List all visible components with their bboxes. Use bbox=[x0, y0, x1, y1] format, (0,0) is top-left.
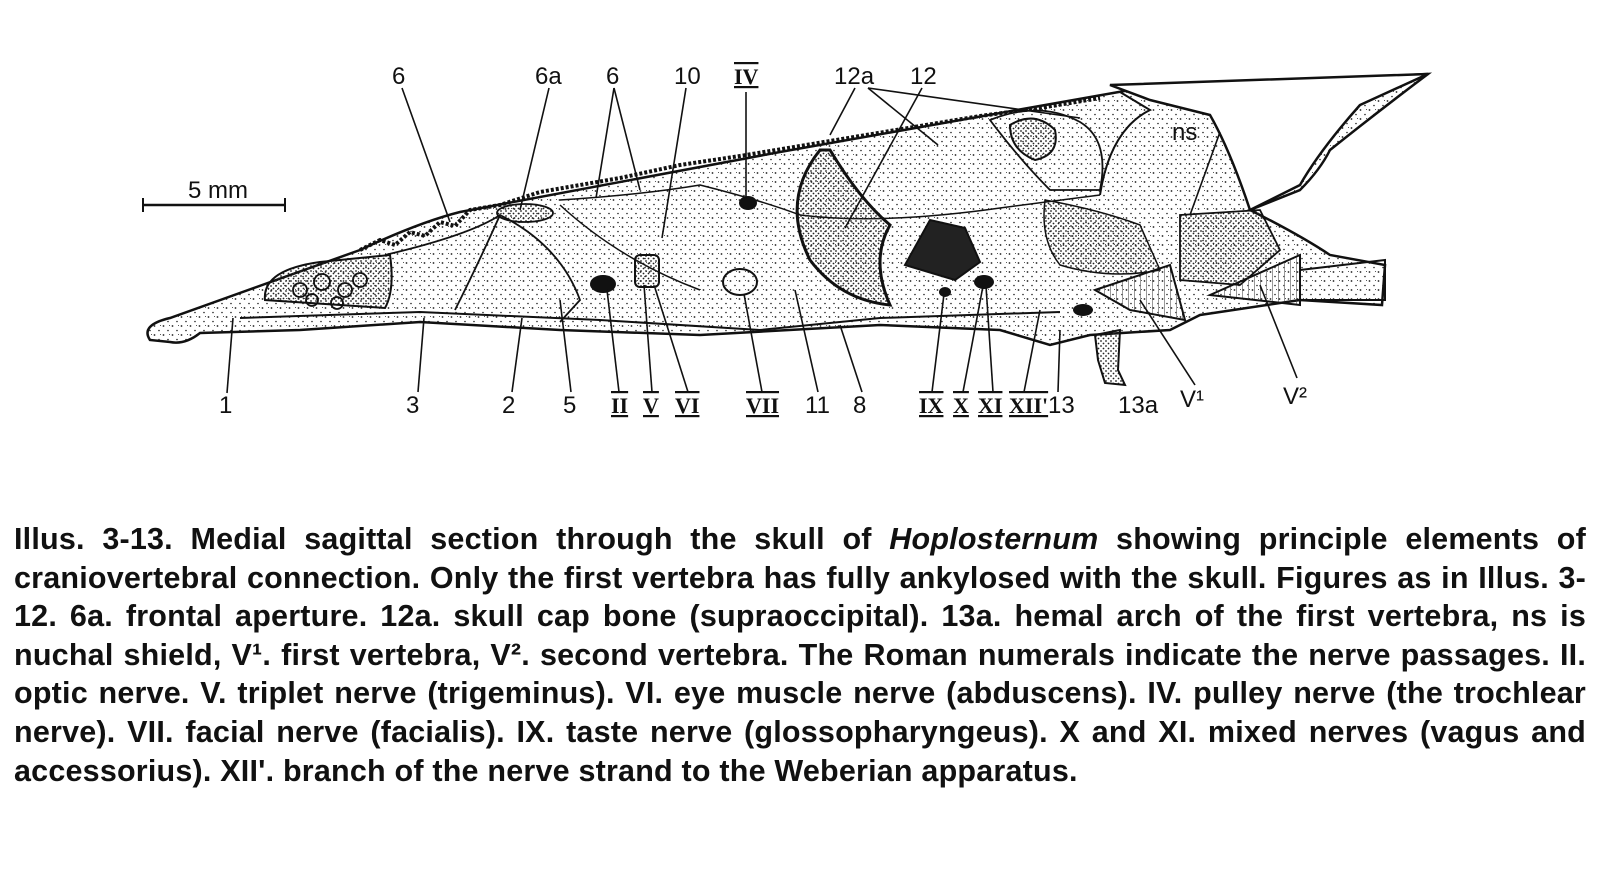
label-XII-prime: XII' bbox=[1009, 393, 1049, 418]
label-3: 3 bbox=[406, 392, 420, 419]
label-V1: V¹ bbox=[1180, 386, 1204, 413]
caption-lead: Illus. 3-13. Medial sagittal section through the skull of bbox=[14, 522, 890, 556]
figure-caption bbox=[14, 520, 1586, 790]
label-VII: VII bbox=[746, 393, 780, 418]
label-V: V bbox=[643, 393, 659, 418]
caption-body: showing principle elements of craniovertebral connection. Only the first vertebra has fully ankylosed with the skull. Figures as in Illus. 3-12. 6a. frontal aperture. 12a. skull cap bone (supraoccipital). 13a. hemal arch of the first vertebra, ns is nuchal shield, V¹. first vertebra, V². second vertebra. The Roman numerals indicate the nerve passages. II. optic nerve. V. triplet nerve (trigeminus). VI. eye muscle nerve (abduscens). IV. pulley nerve (the trochlear nerve). VII. facial nerve (facialis). IX. taste nerve (glossopharyngeus). X and XI. mixed nerves (vagus and accessorius). XII'. branch of the nerve strand to the Weberian apparatus. bbox=[14, 522, 1586, 788]
label-6-left: 6 bbox=[392, 63, 406, 90]
scale-bar bbox=[143, 177, 285, 212]
label-X: X bbox=[953, 393, 969, 418]
skull-outline bbox=[148, 74, 1429, 385]
label-2: 2 bbox=[502, 392, 516, 419]
label-V2: V² bbox=[1283, 383, 1307, 410]
label-IX: IX bbox=[919, 393, 944, 418]
label-8: 8 bbox=[853, 392, 867, 419]
bottom-labels bbox=[219, 383, 1307, 419]
label-6: 6 bbox=[606, 63, 620, 90]
label-6a: 6a bbox=[535, 63, 562, 90]
label-1: 1 bbox=[219, 392, 233, 419]
label-5: 5 bbox=[563, 392, 577, 419]
label-ns: ns bbox=[1172, 119, 1198, 146]
label-13: 13 bbox=[1048, 392, 1075, 419]
label-12: 12 bbox=[910, 63, 937, 90]
label-12a: 12a bbox=[834, 63, 875, 90]
label-XI: XI bbox=[978, 393, 1003, 418]
label-11: 11 bbox=[805, 392, 830, 419]
label-IV: IV bbox=[734, 64, 759, 89]
label-10: 10 bbox=[674, 63, 701, 90]
label-VI: VI bbox=[675, 393, 700, 418]
caption-genus: Hoplosternum bbox=[889, 522, 1099, 556]
label-II: II bbox=[611, 393, 629, 418]
label-13a: 13a bbox=[1118, 392, 1159, 419]
scale-bar-label: 5 mm bbox=[188, 177, 248, 204]
